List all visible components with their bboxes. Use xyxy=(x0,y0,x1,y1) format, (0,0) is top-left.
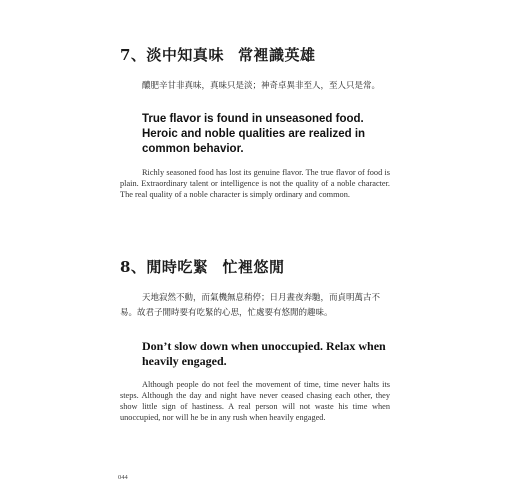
heading-left: 7、淡中知真味 xyxy=(120,46,224,64)
section-heading xyxy=(120,256,390,277)
english-title: True flavor is found in unseasoned food. Heroic and noble qualities are realized in common behavior. xyxy=(142,113,366,155)
section-7 xyxy=(120,44,390,200)
section-heading xyxy=(120,44,390,65)
section-8 xyxy=(120,256,390,423)
english-body: Richly seasoned food has lost its genuine flavor. The true flavor of food is plain. Extraordinary talent or intelligence is not the quality of a noble character. The real quality of a noble character is simply ordinary and common. xyxy=(120,168,390,199)
heading-right: 常裡識英雄 xyxy=(237,46,316,64)
english-title: Don’t slow down when unoccupied. Relax when heavily engaged. xyxy=(142,339,386,368)
heading-left: 8、閒時吃緊 xyxy=(120,258,209,276)
chinese-text: 醲肥辛甘非真味，真味只是淡；神奇卓異非至人，至人只是常。 xyxy=(142,81,381,91)
english-body: Although people do not feel the movement of time, time never halts its steps. Although the day and night have never ceased chasing each other, they show little sign of hastiness. A real person will not waste his time when unoccupied, nor will he be in any rush when heavily engaged. xyxy=(120,380,390,422)
page-number: 044 xyxy=(118,474,128,481)
chinese-text: 天地寂然不動，而氣機無息稍停；日月晝夜奔馳，而貞明萬古不易。故君子閒時要有吃緊的心思，忙處要有悠閒的趣味。 xyxy=(120,293,381,318)
heading-right: 忙裡悠閒 xyxy=(222,258,285,276)
